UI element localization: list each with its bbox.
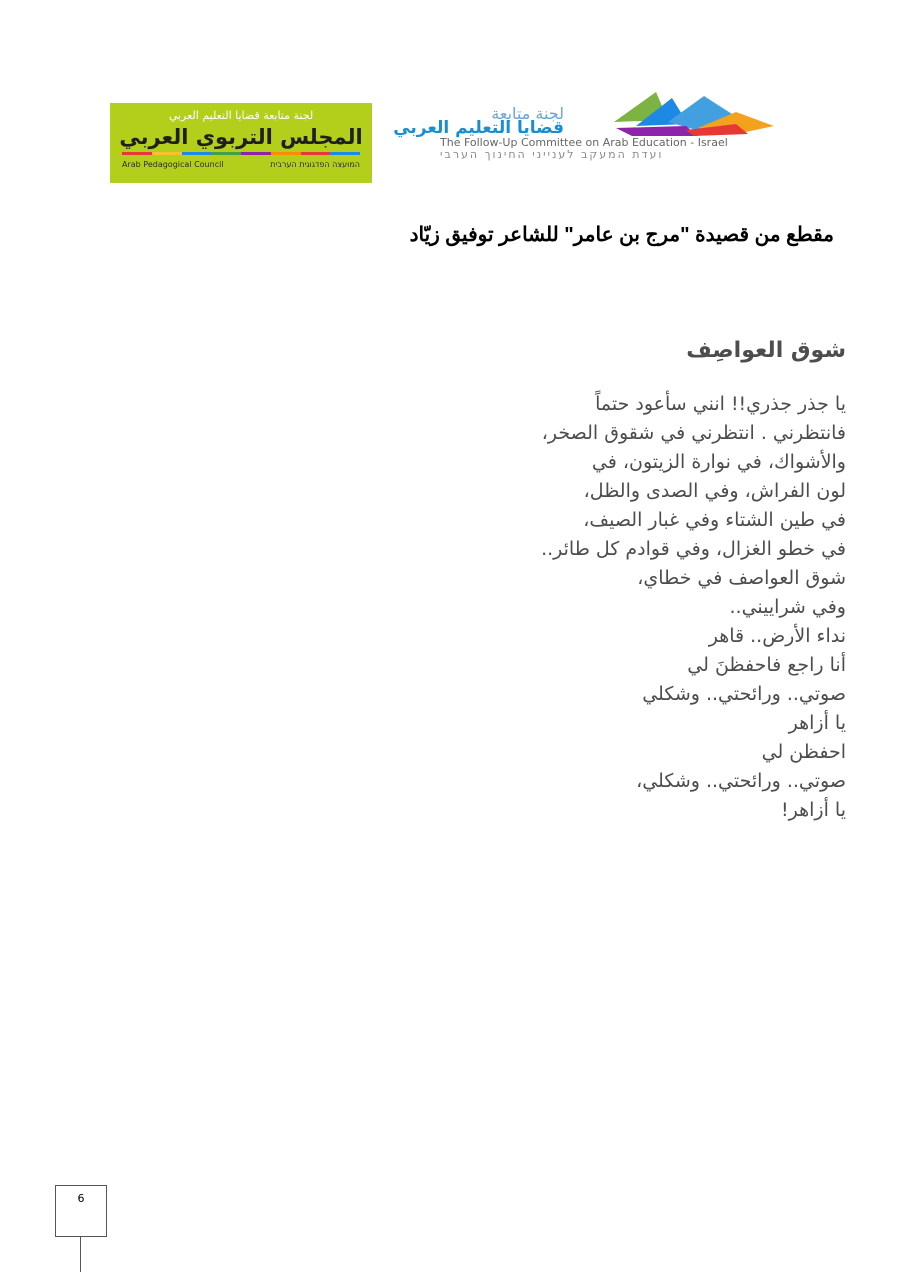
logo-color-strip <box>122 152 360 155</box>
logo-arabic-subtitle: لجنة متابعة قضايا التعليم العربي <box>168 109 314 122</box>
logo-arabic-line-2: قضايا التعليم العربي <box>393 118 564 138</box>
poem-line: والأشواك، في نوارة الزيتون، في <box>591 451 846 473</box>
poem-line: في خطو الغزال، وفي قوادم كل طائر.. <box>541 538 846 560</box>
poem-title: شوق العواصِف <box>686 338 846 363</box>
poem-line: يا جذر جذري!! انني سأعود حتماً <box>595 393 846 415</box>
page-number-connector-line <box>80 1237 81 1272</box>
logo-english-line: The Follow-Up Committee on Arab Education - Israel <box>440 136 728 149</box>
poem-line: نداء الأرض.. قاهر <box>708 625 846 647</box>
poem-line: شوق العواصف في خطاي، <box>637 567 846 589</box>
poem-line: يا أزاهر <box>788 712 846 734</box>
poem-line: صوتي.. ورائحتي.. وشكلي، <box>636 770 846 792</box>
logo-arabic-line-1: لجنة متابعة <box>491 104 564 123</box>
page-number: 6 <box>77 1192 85 1205</box>
poem-line: وفي شراييني.. <box>729 596 846 618</box>
poem-line: فانتظرني . انتظرني في شقوق الصخر، <box>541 422 846 444</box>
logo-arabic-name: المجلس التربوي العربي <box>119 125 363 149</box>
logo-hebrew-name: המועצה הפדגוגית הערבית <box>270 160 360 169</box>
logo-hebrew-line: ועדת המעקב לענייני החינוך הערבי <box>440 148 664 161</box>
poem-line: في طين الشتاء وفي غبار الصيف، <box>583 509 846 531</box>
poem-line: يا أزاهر! <box>781 799 846 821</box>
page-number-box <box>55 1185 107 1237</box>
poem-line: أنا راجع فاحفظنَ لي <box>687 654 846 676</box>
logo-english-name: Arab Pedagogical Council <box>122 160 224 169</box>
poem-line: صوتي.. ورائحتي.. وشكلي <box>642 683 846 705</box>
document-title: مقطع من قصيدة "مرج بن عامر" للشاعر توفيق زيّاد <box>409 224 834 246</box>
poem-line: لون الفراش، وفي الصدى والظل، <box>583 480 846 502</box>
poem-text <box>541 390 846 825</box>
arab-pedagogical-council-logo <box>110 103 372 183</box>
follow-up-committee-logo <box>393 92 776 162</box>
poem-line: احفظن لي <box>761 741 846 763</box>
